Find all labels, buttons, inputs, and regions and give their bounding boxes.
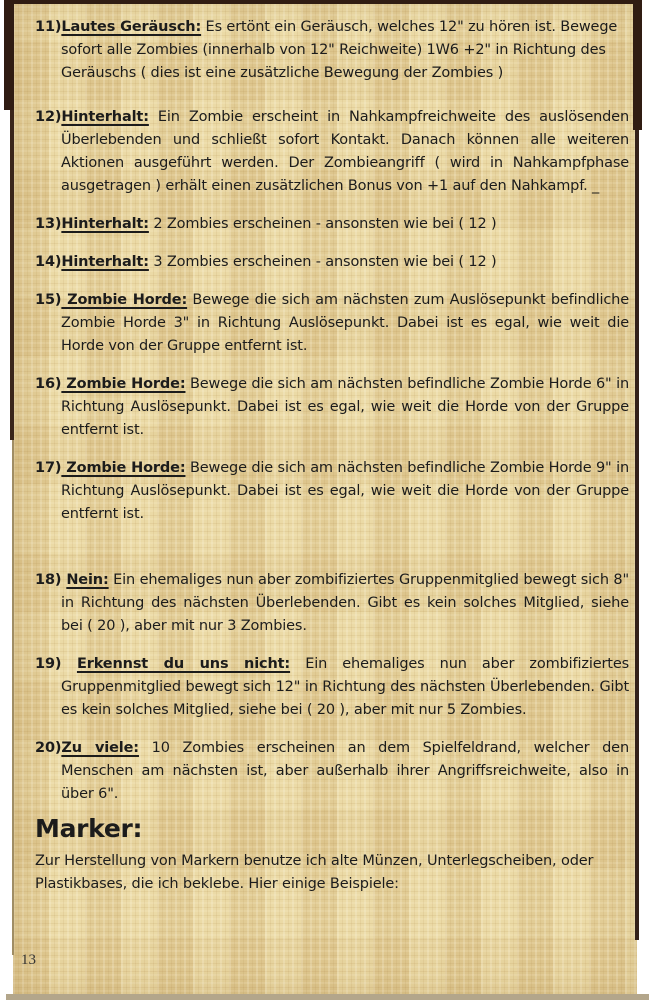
item-number: 12) [35,109,62,125]
item-title: Nein: [66,572,109,588]
marker-body-text: Zur Herstellung von Markern benutze ich alte Münzen, Unterlegscheiben, oder Plastikbases, die ich beklebe. Hier einige Beispiele: [35,853,594,892]
item-body: Ein Zombie erscheint in Nahkampfreichweite des auslösenden Überlebenden und schließt sofort Kontakt. Danach können alle weiteren Aktionen ausgeführt werden. Der Zombieangriff ( wird in Nahkampfphase ausgetragen ) erhält einen zusätzlichen Bonus von +1 auf den Nahkampf. _ [61,109,629,194]
list-item [35,457,629,526]
item-body: Bewege die sich am nächsten befindliche Zombie Horde 9" in Richtung Auslösepunkt. Dabei ist es egal, wie weit die Horde von der Gruppe entfernt ist. [61,460,629,522]
item-body: Ein ehemaliges nun aber zombifiziertes Gruppenmitglied bewegt sich 12" in Richtung des nächsten Überlebenden. Gibt es kein solches Mitglied, siehe bei ( 20 ), aber mit nur 5 Zombies. [61,656,629,718]
item-title: Zombie Horde: [61,460,186,476]
item-title: Hinterhalt: [61,254,149,270]
item-title: Lautes Geräusch: [61,19,202,35]
list-item [35,213,629,236]
item-body: Bewege die sich am nächsten befindliche Zombie Horde 6" in Richtung Auslösepunkt. Dabei ist es egal, wie weit die Horde von der Gruppe entfernt ist. [61,376,629,438]
item-number: 11) [35,19,62,35]
page-content [13,2,637,896]
item-title: Zombie Horde: [61,376,186,392]
list-item [35,251,629,274]
item-title: Hinterhalt: [61,216,149,232]
item-body: 2 Zombies erscheinen - ansonsten wie bei ( 12 ) [148,216,497,232]
item-number: 20) [35,740,62,756]
item-title: Erkennst du uns nicht: [76,656,291,672]
item-number: 19) [35,656,77,672]
item-number: 16) [35,376,62,392]
item-body: Bewege die sich am nächsten zum Auslösepunkt befindliche Zombie Horde 3" in Richtung Auslösepunkt. Dabei ist es egal, wie weit die Horde von der Gruppe entfernt ist. [61,292,629,354]
item-title: Hinterhalt: [61,109,149,125]
paper-edge-bottom [6,994,649,1000]
item-number: 18) [35,572,67,588]
list-item [35,289,629,358]
item-title: Zu viele: [61,740,139,756]
marker-heading: Marker: [35,814,143,843]
page-number: 13 [21,952,36,968]
item-body: Es ertönt ein Geräusch, welches 12" zu hören ist. Bewege sofort alle Zombies (innerhalb von 12" Reichweite) 1W6 +2" in Richtung des Geräuschs ( dies ist eine zusätzliche Bewegung der Zombies ) [61,19,618,81]
item-number: 17) [35,460,62,476]
item-number: 14) [35,254,62,270]
item-body: 10 Zombies erscheinen an dem Spielfeldrand, welcher den Menschen am nächsten ist, aber außerhalb ihrer Angriffsreichweite, also in über 6". [61,740,629,802]
item-number: 15) [35,292,62,308]
list-item [35,373,629,442]
list-item [35,569,629,638]
item-title: Zombie Horde: [61,292,188,308]
list-item [35,653,629,722]
list-item [35,106,629,198]
rules-list [35,16,629,806]
item-body: 3 Zombies erscheinen - ansonsten wie bei ( 12 ) [148,254,497,270]
item-number: 13) [35,216,62,232]
list-item [35,16,629,85]
item-body: Ein ehemaliges nun aber zombifiziertes Gruppenmitglied bewegt sich 8" in Richtung des nächsten Überlebenden. Gibt es kein solches Mitglied, siehe bei ( 20 ), aber mit nur 3 Zombies. [61,572,629,634]
list-item [35,737,629,806]
